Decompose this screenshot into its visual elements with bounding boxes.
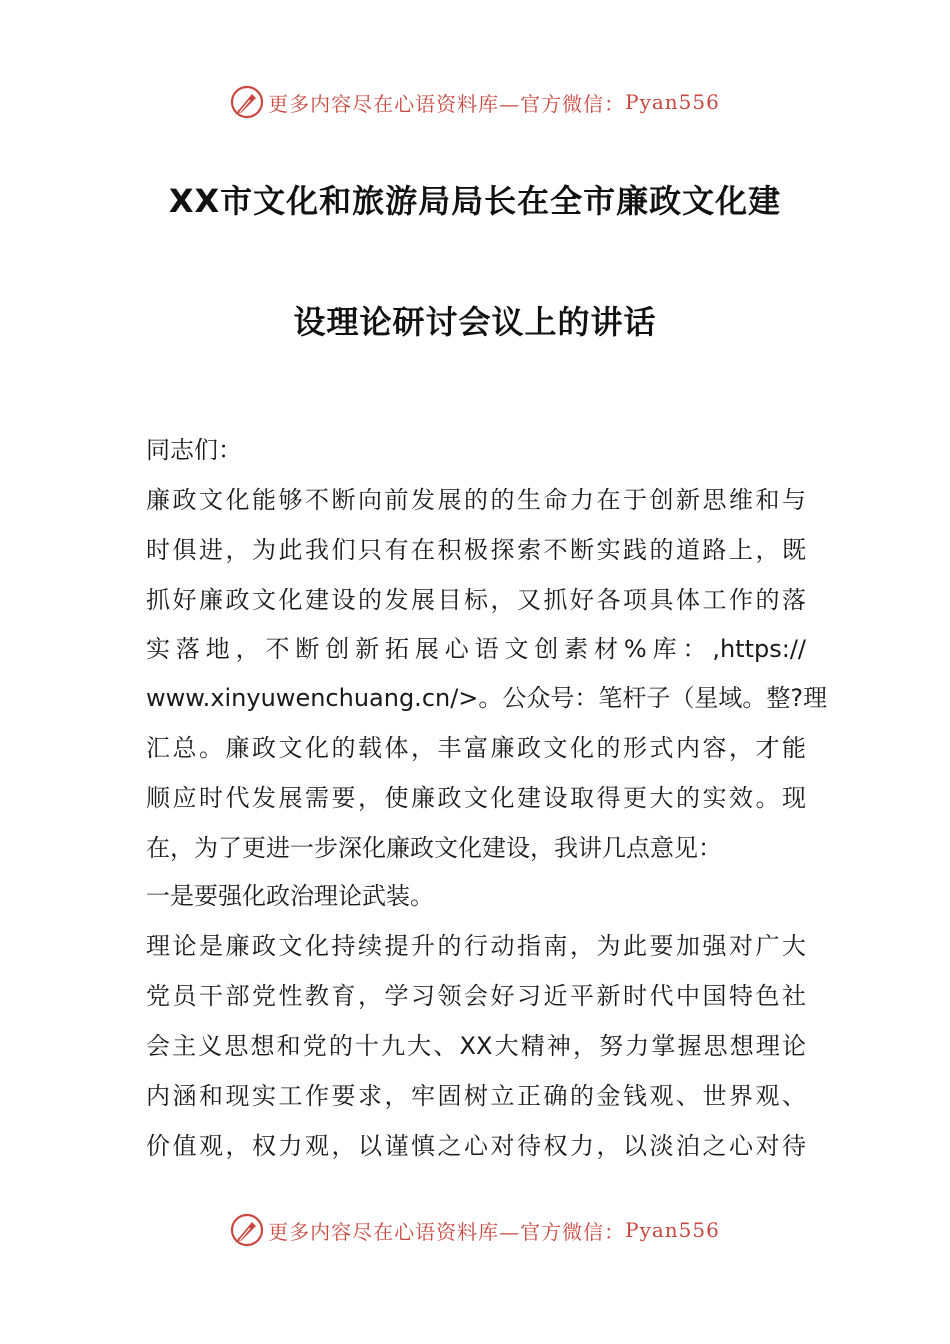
body-line: 理论是廉政文化持续提升的行动指南，为此要加强对广大	[146, 932, 806, 960]
body-line: 时俱进，为此我们只有在积极探索不断实践的道路上，既	[146, 536, 806, 564]
body-line: 内涵和现实工作要求，牢固树立正确的金钱观、世界观、	[146, 1082, 806, 1110]
document-title-line-2: 设理论研讨会议上的讲话	[293, 303, 657, 341]
banner-wechat-id: Pyan556	[625, 90, 720, 114]
body-line: www.xinyuwenchuang.cn/>。公众号：笔杆子（星域。整?理	[146, 684, 828, 712]
body-line: 同志们：	[146, 436, 242, 464]
footer-banner	[0, 1210, 950, 1250]
body-line: 会主义思想和党的十九大、XX大精神，努力掌握思想理论	[146, 1032, 806, 1060]
banner-wechat-id: Pyan556	[625, 1218, 720, 1242]
body-line: 价值观，权力观，以谨慎之心对待权力，以淡泊之心对待	[146, 1132, 806, 1160]
pen-nib-circle-icon	[230, 85, 264, 119]
body-line: 顺应时代发展需要，使廉政文化建设取得更大的实效。现	[146, 784, 806, 812]
header-banner	[0, 82, 950, 122]
body-line: 实落地，不断创新拓展心语文创素材%库：,https://	[146, 635, 806, 663]
body-line: 廉政文化能够不断向前发展的的生命力在于创新思维和与	[146, 486, 806, 514]
body-line: 汇总。廉政文化的载体，丰富廉政文化的形式内容，才能	[146, 734, 806, 762]
document-title-line-1: XX市文化和旅游局局长在全市廉政文化建	[168, 182, 782, 220]
pen-nib-circle-icon	[230, 1213, 264, 1247]
body-line: 抓好廉政文化建设的发展目标，又抓好各项具体工作的落	[146, 586, 806, 614]
banner-text: 更多内容尽在心语资料库—官方微信：	[268, 91, 626, 116]
body-line: 一是要强化政治理论武装。	[146, 882, 434, 910]
body-line: 在，为了更进一步深化廉政文化建设，我讲几点意见：	[146, 834, 722, 862]
banner-text: 更多内容尽在心语资料库—官方微信：	[268, 1219, 626, 1244]
body-line: 党员干部党性教育，学习领会好习近平新时代中国特色社	[146, 982, 806, 1010]
